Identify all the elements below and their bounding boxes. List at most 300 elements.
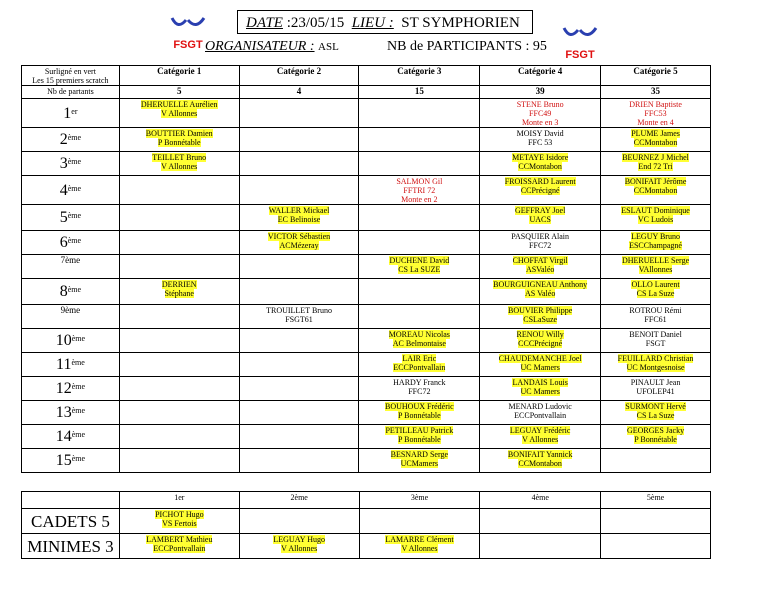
rider-entry	[269, 206, 330, 224]
result-cell	[480, 377, 601, 401]
result-cell	[119, 329, 239, 353]
rank-cell: 12ème	[22, 377, 120, 401]
rider-name: MOREAU Nicolas	[388, 330, 450, 339]
result-cell	[359, 205, 480, 231]
result-cell	[359, 305, 480, 329]
result-cell	[480, 279, 601, 305]
rider-club: ASValéo	[525, 265, 555, 274]
result-cell	[239, 279, 359, 305]
logo-text: FSGT	[173, 39, 203, 51]
rider-club: FSGT	[645, 339, 666, 348]
result-cell	[239, 128, 359, 152]
result-cell	[480, 128, 601, 152]
result-cell	[601, 152, 711, 176]
result-cell	[239, 99, 359, 128]
corner-line-1: Surligné en vert	[44, 67, 96, 76]
result-cell	[119, 377, 239, 401]
rank-cell: 11ème	[22, 353, 120, 377]
rank-cell: 10ème	[22, 329, 120, 353]
result-cell	[480, 425, 601, 449]
org-value: ASL	[318, 41, 339, 53]
result-cell	[239, 152, 359, 176]
rider-club: VAllonnes	[638, 265, 673, 274]
result-cell	[601, 353, 711, 377]
rider-name: GEORGES Jacky	[626, 426, 685, 435]
youth-table	[21, 491, 711, 559]
rider-club: CS La SUZE	[398, 265, 441, 274]
result-cell	[601, 176, 711, 205]
rider-entry	[505, 177, 576, 195]
rank-suffix: ème	[67, 211, 82, 220]
rider-name: METAYE Isidore	[512, 153, 569, 162]
rider-name: BOUTTIER Damien	[145, 129, 213, 138]
rider-entry	[391, 450, 448, 468]
rank-cell: 13ème	[22, 401, 120, 425]
rider-entry	[508, 306, 572, 324]
rider-name: STENE Bruno	[516, 100, 564, 109]
category-header: Catégorie 4	[480, 66, 601, 86]
rider-club: UC Mamers	[520, 363, 560, 372]
rider-club: P Bonnétable	[157, 138, 201, 147]
result-cell	[119, 128, 239, 152]
rider-entry	[511, 232, 569, 250]
rider-name: PINAULT Jean	[630, 378, 681, 387]
table-row	[22, 449, 711, 473]
rider-entry	[385, 402, 454, 420]
rider-entry	[629, 330, 682, 348]
rider-club: CCPrécigné	[520, 186, 560, 195]
rider-club: CCMontabon	[633, 186, 678, 195]
result-cell	[359, 534, 480, 559]
rider-name: RENOU Willy	[516, 330, 564, 339]
rider-entry	[512, 153, 568, 171]
table-row	[22, 305, 711, 329]
rider-entry	[146, 535, 212, 553]
youth-corner	[22, 492, 120, 509]
rider-entry	[515, 206, 565, 224]
rider-entry	[622, 153, 689, 171]
category-header: Catégorie 3	[359, 66, 480, 86]
rider-name: CHOFFAT Virgil	[512, 256, 568, 265]
result-cell	[359, 329, 480, 353]
place-header: 3ème	[359, 492, 480, 509]
rider-club: P Bonnétable	[634, 435, 677, 444]
rider-club: UFOLEP41	[636, 387, 675, 396]
table-row	[22, 255, 711, 279]
place-header: 5ème	[601, 492, 711, 509]
result-cell	[119, 255, 239, 279]
rank-suffix: ème	[71, 334, 86, 343]
result-cell	[359, 509, 480, 534]
rider-entry	[508, 450, 573, 468]
table-row	[22, 231, 711, 255]
rider-name: BESNARD Serge	[390, 450, 449, 459]
rider-entry	[627, 426, 684, 444]
rider-name: LEGUY Bruno	[631, 232, 680, 241]
rider-entry	[155, 510, 204, 528]
rider-entry	[152, 153, 206, 171]
rider-name: GEFFRAY Joel	[515, 206, 566, 215]
rider-club: AC Belmontaise	[392, 339, 446, 348]
title-box	[237, 10, 533, 34]
results-table	[21, 65, 711, 473]
rider-entry	[273, 535, 325, 553]
result-cell	[480, 305, 601, 329]
youth-category-label: CADETS 5	[22, 509, 120, 534]
swoosh-icon	[168, 14, 208, 34]
rider-name: BONIFAIT Yannick	[507, 450, 573, 459]
result-cell	[359, 353, 480, 377]
date-label: DATE	[246, 15, 283, 31]
rider-club: AS Valéo	[525, 289, 556, 298]
rank-suffix: ème	[71, 430, 86, 439]
rider-club: V Allonnes	[281, 544, 318, 553]
result-cell	[359, 128, 480, 152]
rider-club: VS Fertois	[162, 519, 197, 528]
rider-name: HARDY Franck	[393, 378, 446, 387]
rider-club: FFC61	[644, 315, 667, 324]
rank-cell: 4ème	[22, 176, 120, 205]
table-row	[22, 377, 711, 401]
result-cell	[239, 449, 359, 473]
result-cell	[239, 305, 359, 329]
rider-club: ACMézeray	[279, 241, 319, 250]
lieu-label: LIEU :	[351, 15, 394, 31]
rider-name: OLLO Laurent	[631, 280, 680, 289]
swoosh-icon	[560, 24, 600, 44]
result-cell	[359, 401, 480, 425]
table-row	[22, 205, 711, 231]
result-cell	[359, 176, 480, 205]
rider-entry	[499, 354, 582, 372]
nb-partants-value: 5	[119, 86, 239, 99]
result-cell	[359, 377, 480, 401]
rider-club: FFC 53	[528, 138, 553, 147]
fsgt-logo-right	[560, 24, 600, 64]
rider-entry	[396, 177, 442, 204]
rank-cell: 8ème	[22, 279, 120, 305]
rider-name: TROUILLET Bruno	[266, 306, 332, 315]
result-cell	[601, 205, 711, 231]
result-cell	[119, 353, 239, 377]
rider-club: UC Mamers	[520, 387, 560, 396]
result-cell	[601, 128, 711, 152]
rider-club: V Allonnes	[401, 544, 438, 553]
rider-name: DHERUELLE Aurélien	[140, 100, 218, 109]
result-cell	[601, 425, 711, 449]
table-row	[22, 329, 711, 353]
table-row	[22, 128, 711, 152]
org-label: ORGANISATEUR :	[205, 39, 315, 54]
result-cell	[480, 176, 601, 205]
result-cell	[359, 99, 480, 128]
rider-name: SALMON Gil	[396, 177, 443, 186]
rider-club: CSLaSuze	[523, 315, 558, 324]
category-header: Catégorie 5	[601, 66, 711, 86]
rider-club: FSGT61	[285, 315, 313, 324]
result-cell	[119, 279, 239, 305]
rider-name: PICHOT Hugo	[155, 510, 204, 519]
result-cell	[480, 152, 601, 176]
rider-entry	[618, 354, 694, 372]
rank-cell: 6ème	[22, 231, 120, 255]
rider-entry	[141, 100, 218, 118]
result-cell	[601, 449, 711, 473]
rider-name: BENOIT Daniel	[629, 330, 682, 339]
rank-suffix: ème	[67, 157, 82, 166]
result-cell	[359, 255, 480, 279]
nb-partants-value: 39	[480, 86, 601, 99]
rank-suffix: ème	[71, 382, 86, 391]
table-row	[22, 425, 711, 449]
rider-entry	[266, 306, 332, 324]
rider-entry	[393, 378, 445, 396]
rank-cell: 3ème	[22, 152, 120, 176]
category-header: Catégorie 2	[239, 66, 359, 86]
rider-entry	[517, 100, 564, 127]
rank-suffix: ème	[67, 285, 82, 294]
rank-cell: 14ème	[22, 425, 120, 449]
result-cell	[239, 509, 359, 534]
rank-suffix: ème	[67, 133, 82, 142]
result-cell	[480, 509, 601, 534]
rider-entry	[631, 378, 681, 396]
rider-entry	[268, 232, 330, 250]
rider-club: UCMamers	[400, 459, 438, 468]
result-cell	[359, 425, 480, 449]
result-cell	[480, 205, 601, 231]
rider-entry	[629, 100, 682, 127]
rank-cell: 2ème	[22, 128, 120, 152]
rider-name: DHERUELLE Serge	[621, 256, 690, 265]
rider-entry	[622, 256, 689, 274]
rank-cell: 1er	[22, 99, 120, 128]
result-cell	[119, 99, 239, 128]
rider-entry	[509, 402, 572, 420]
table-row	[22, 353, 711, 377]
rider-club: V Allonnes	[161, 162, 198, 171]
rider-club: ESCChampagné	[629, 241, 682, 250]
result-cell	[239, 353, 359, 377]
rider-entry	[493, 280, 587, 298]
rider-name: BOUVIER Philippe	[508, 306, 573, 315]
rank-suffix: ème	[67, 236, 82, 245]
rider-name: LAIR Eric	[402, 354, 437, 363]
rider-name: VICTOR Sébastien	[267, 232, 331, 241]
rider-name: DERRIEN	[161, 280, 197, 289]
rank-suffix: ème	[67, 183, 82, 193]
place-header: 1er	[119, 492, 239, 509]
rank-suffix: er	[71, 106, 78, 116]
result-cell	[119, 176, 239, 205]
place-header: 4ème	[480, 492, 601, 509]
rider-name: BONIFAIT Jérôme	[624, 177, 687, 186]
rank-suffix: ème	[71, 406, 86, 415]
result-cell	[601, 509, 711, 534]
result-cell	[480, 255, 601, 279]
result-cell	[119, 509, 239, 534]
rider-club: CCCPrécigné	[518, 339, 563, 348]
fsgt-logo-left	[168, 14, 208, 54]
result-cell	[119, 205, 239, 231]
table-row	[22, 401, 711, 425]
category-header: Catégorie 1	[119, 66, 239, 86]
rider-entry	[625, 177, 687, 195]
rank-cell: 9ème	[22, 305, 120, 329]
rider-club: FFC53	[644, 109, 667, 118]
rider-name: WALLER Mickael	[268, 206, 330, 215]
result-cell	[239, 377, 359, 401]
result-cell	[359, 449, 480, 473]
table-row	[22, 509, 711, 534]
result-cell	[119, 401, 239, 425]
rider-name: FROISSARD Laurent	[504, 177, 576, 186]
rider-entry	[517, 129, 564, 147]
rider-club: EC Belinoise	[277, 215, 321, 224]
result-cell	[480, 329, 601, 353]
rider-name: CHAUDEMANCHE Joel	[498, 354, 582, 363]
rider-club: ECCPontvallain	[514, 411, 567, 420]
result-cell	[601, 329, 711, 353]
rider-name: LEGUAY Frédéric	[509, 426, 571, 435]
rider-name: LEGUAY Hugo	[273, 535, 325, 544]
result-cell	[601, 401, 711, 425]
rider-entry	[513, 256, 568, 274]
result-cell	[480, 534, 601, 559]
rider-entry	[385, 426, 453, 444]
rider-club: ECCPontvallain	[393, 363, 446, 372]
rider-name: ESLAUT Dominique	[621, 206, 690, 215]
result-cell	[119, 231, 239, 255]
rider-club: UC Montgesnoise	[626, 363, 685, 372]
nb-partants-value: 15	[359, 86, 480, 99]
rider-name: PETILLEAU Patrick	[385, 426, 454, 435]
rider-entry	[631, 129, 680, 147]
result-cell	[239, 255, 359, 279]
table-row	[22, 99, 711, 128]
rider-name: BOURGUIGNEAU Anthony	[493, 280, 588, 289]
table-row	[22, 152, 711, 176]
lieu-value: ST SYMPHORIEN	[401, 15, 520, 31]
rider-club: Stéphane	[164, 289, 194, 298]
rider-name: MOISY David	[516, 129, 564, 138]
rider-entry	[510, 426, 571, 444]
rider-entry	[385, 535, 453, 553]
rider-entry	[629, 232, 682, 250]
rider-club: P Bonnétable	[398, 435, 441, 444]
rider-note: Monte en 2	[401, 195, 438, 204]
rider-name: DUCHENE David	[389, 256, 450, 265]
result-cell	[480, 401, 601, 425]
rider-name: LAMARRE Clément	[385, 535, 454, 544]
result-cell	[359, 279, 480, 305]
result-cell	[119, 425, 239, 449]
result-cell	[239, 329, 359, 353]
rider-entry	[162, 280, 197, 298]
result-cell	[480, 99, 601, 128]
rider-club: CS La Suze	[636, 411, 675, 420]
corner-cell	[22, 66, 120, 86]
table-row	[22, 279, 711, 305]
result-cell	[480, 231, 601, 255]
youth-category-label: MINIMES 3	[22, 534, 120, 559]
rider-club: CCMontabon	[518, 162, 562, 171]
rider-club: FFC49	[529, 109, 552, 118]
result-cell	[480, 353, 601, 377]
rider-club: VC Ludois	[637, 215, 674, 224]
result-cell	[119, 305, 239, 329]
result-cell	[601, 279, 711, 305]
result-cell	[239, 425, 359, 449]
rider-name: MENARD Ludovic	[508, 402, 572, 411]
rider-name: PLUME James	[631, 129, 680, 138]
result-cell	[359, 231, 480, 255]
table-row	[22, 176, 711, 205]
result-cell	[239, 534, 359, 559]
rider-club: P Bonnétable	[398, 411, 441, 420]
rider-name: BOUHOUX Frédéric	[385, 402, 454, 411]
rider-entry	[621, 206, 690, 224]
rider-club: CS La Suze	[636, 289, 675, 298]
rider-entry	[389, 330, 450, 348]
rider-club: FFTRI 72	[403, 186, 436, 195]
rider-club: V Allonnes	[522, 435, 559, 444]
organizer-line	[205, 39, 339, 55]
rider-note: Monte en 3	[521, 118, 559, 127]
rider-club: UACS	[529, 215, 551, 224]
rider-entry	[389, 256, 449, 274]
rider-note: Monte en 4	[637, 118, 674, 127]
rank-suffix: ème	[71, 358, 85, 367]
rider-entry	[625, 402, 686, 420]
rider-club: V Allonnes	[161, 109, 198, 118]
date-value: :23/05/15	[286, 15, 345, 31]
rider-club: CCMontabon	[633, 138, 678, 147]
result-cell	[119, 449, 239, 473]
result-cell	[601, 305, 711, 329]
result-cell	[239, 401, 359, 425]
result-cell	[239, 231, 359, 255]
table-row	[22, 534, 711, 559]
rider-club: FFC72	[408, 387, 431, 396]
rider-name: ROTROU Rémi	[629, 306, 682, 315]
place-header: 2ème	[239, 492, 359, 509]
rider-club: End 72 Tri	[638, 162, 673, 171]
rider-club: CCMontabon	[518, 459, 562, 468]
nb-partants-value: 35	[601, 86, 711, 99]
result-cell	[239, 205, 359, 231]
rank-cell: 5ème	[22, 205, 120, 231]
rider-entry	[631, 280, 679, 298]
rank-cell: 7ème	[22, 255, 120, 279]
result-cell	[480, 449, 601, 473]
rider-name: BEURNEZ J Michel	[622, 153, 689, 162]
rider-entry	[512, 378, 567, 396]
participants-count: NB de PARTICIPANTS : 95	[387, 39, 547, 54]
rider-entry	[146, 129, 213, 147]
rank-suffix: ème	[71, 454, 86, 463]
rank-cell: 15ème	[22, 449, 120, 473]
result-cell	[601, 231, 711, 255]
rider-name: PASQUIER Alain	[511, 232, 570, 241]
rider-club: FFC72	[529, 241, 552, 250]
result-cell	[601, 377, 711, 401]
result-cell	[601, 255, 711, 279]
nb-partants-label: Nb de partants	[22, 86, 120, 99]
nb-partants-value: 4	[239, 86, 359, 99]
rider-entry	[393, 354, 445, 372]
rider-name: LAMBERT Mathieu	[146, 535, 213, 544]
